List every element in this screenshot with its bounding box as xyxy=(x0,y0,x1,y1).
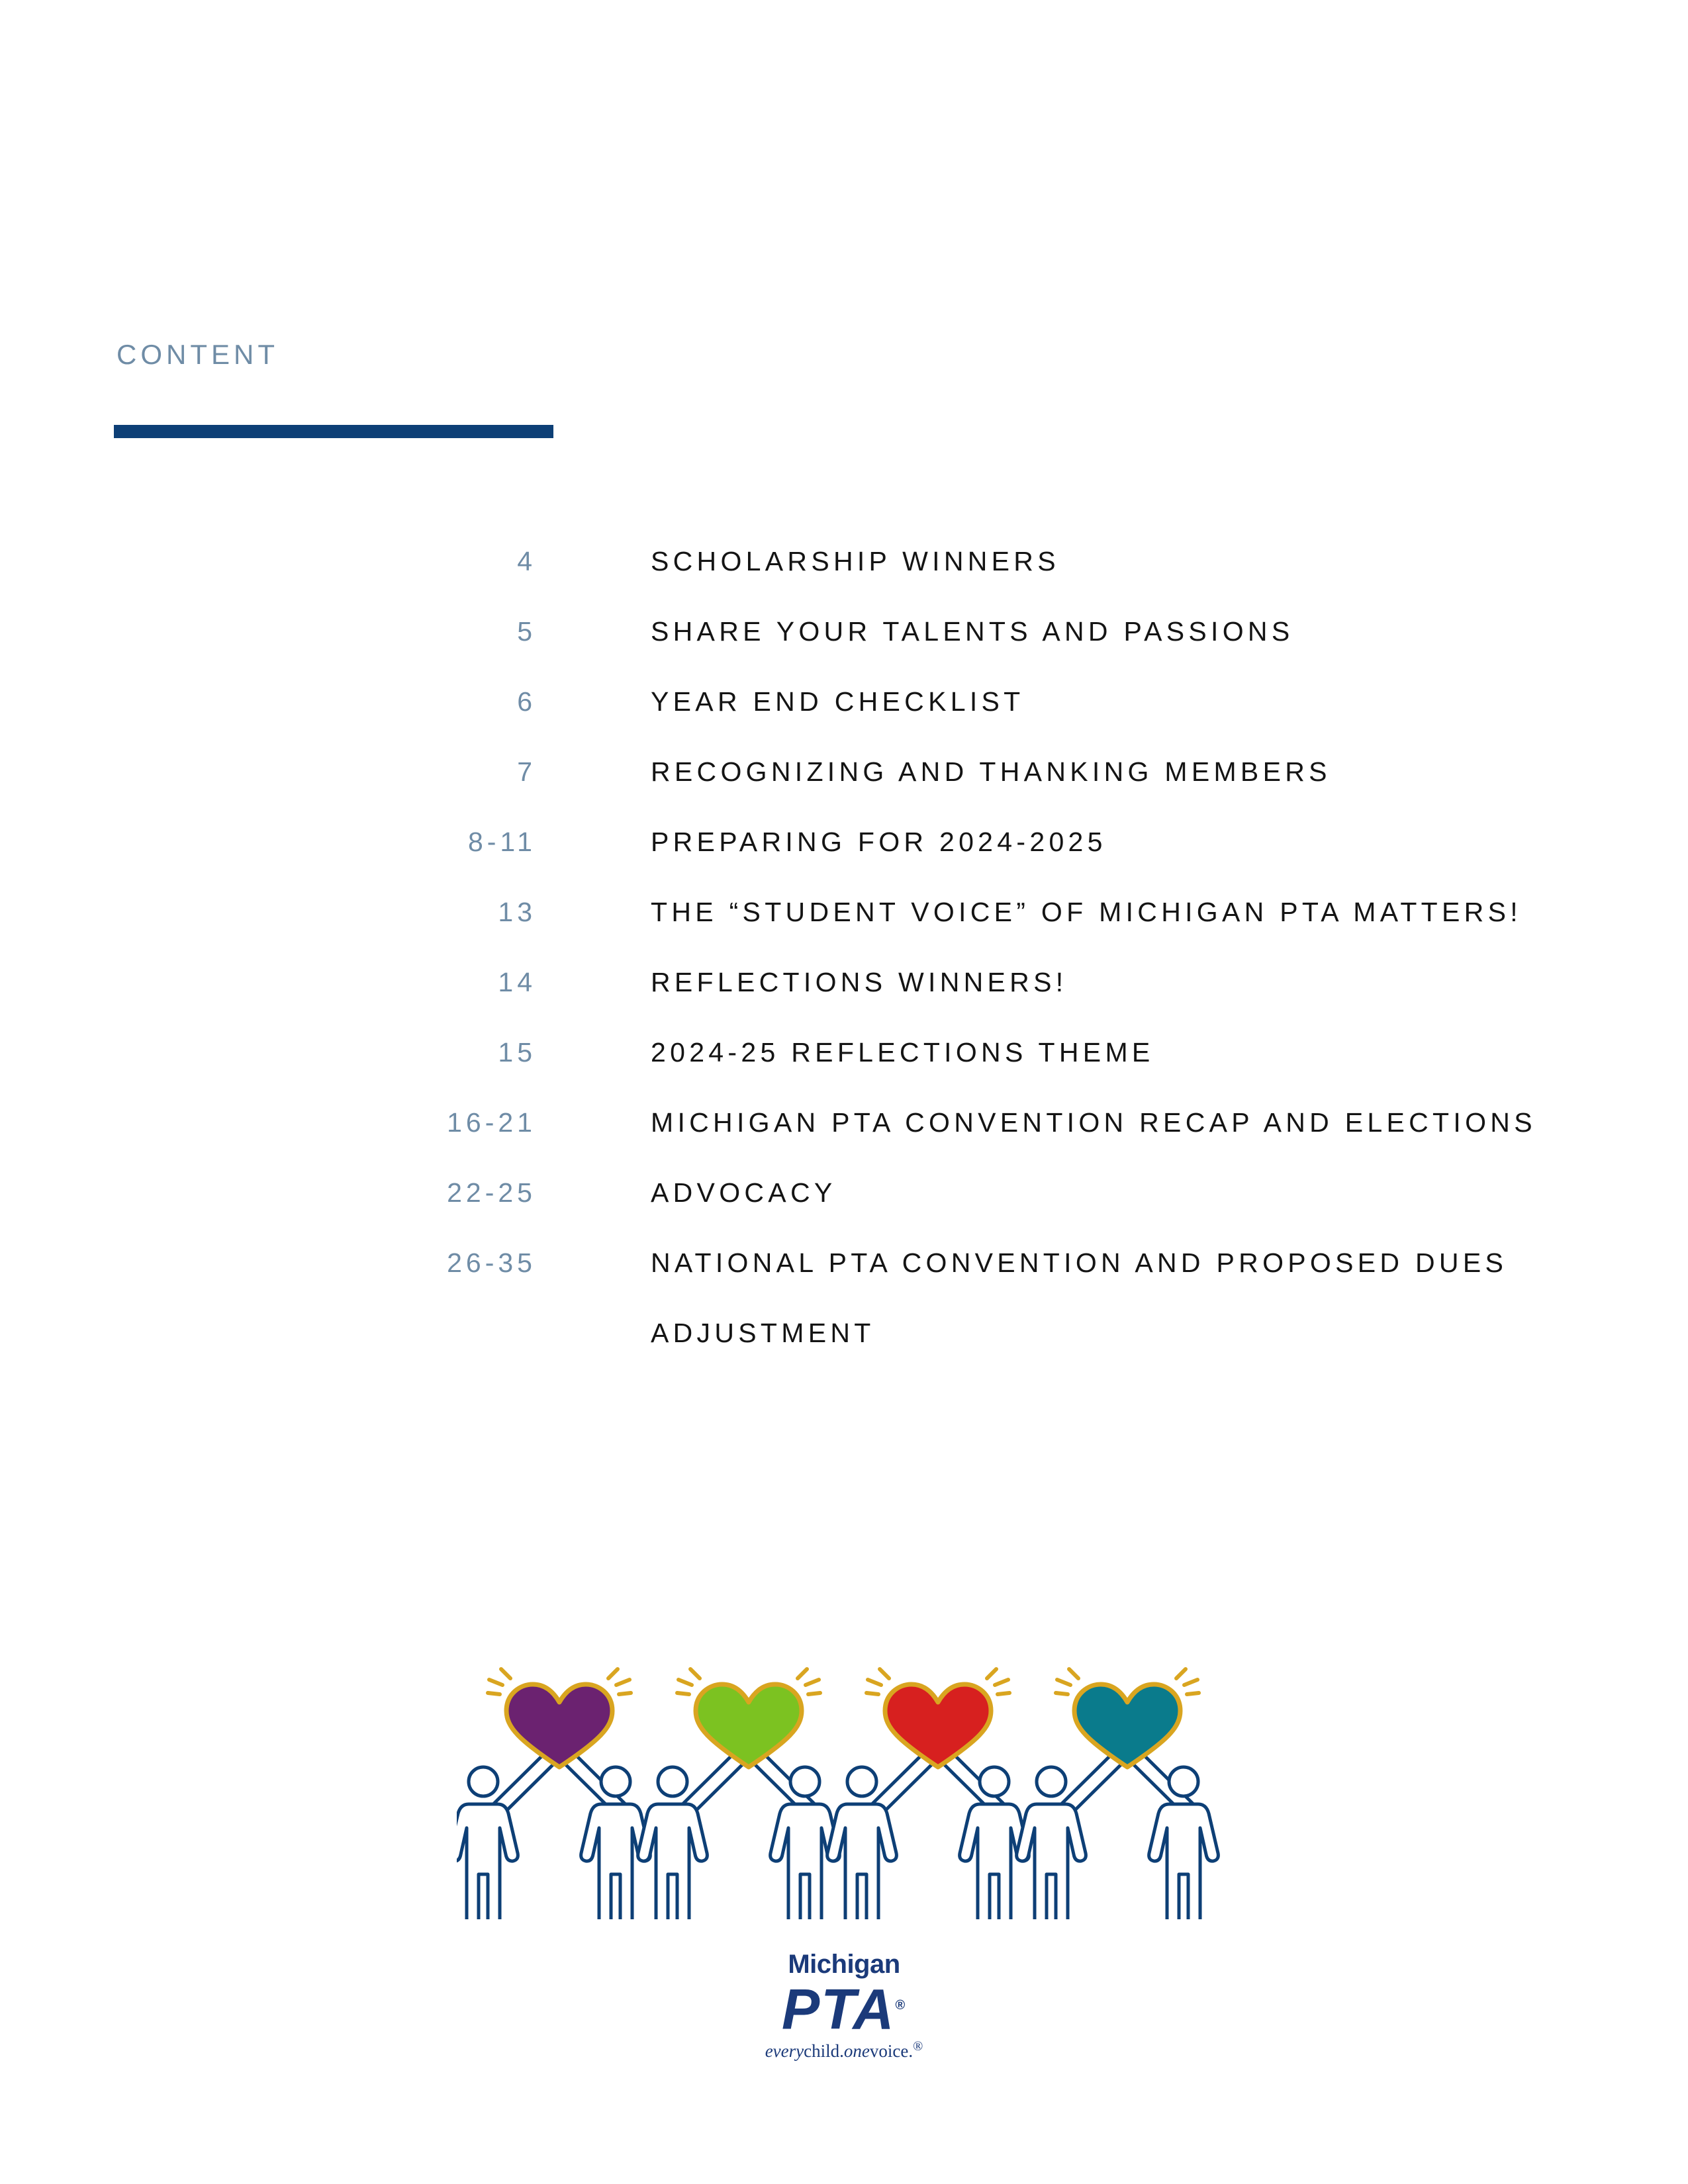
logo-registered-mark: ® xyxy=(895,1998,907,2013)
toc-entry[interactable] xyxy=(0,541,1688,612)
sparkle-icon xyxy=(1056,1669,1199,1694)
toc-title: ADJUSTMENT xyxy=(651,1318,875,1348)
toc-page-number: 4 xyxy=(517,546,536,576)
logo-pta-text xyxy=(728,1978,960,2042)
toc-page-number: 8-11 xyxy=(467,827,536,857)
tagline-every: every xyxy=(765,2040,804,2061)
table-of-contents xyxy=(0,541,1688,1383)
logo-pta-letters: PTA xyxy=(781,1978,896,2042)
heart-group-purple xyxy=(457,1669,650,1919)
logo-michigan-text: Michigan xyxy=(788,1950,900,1979)
toc-entry[interactable] xyxy=(0,892,1688,962)
toc-title: PREPARING FOR 2024-2025 xyxy=(651,827,1107,857)
toc-entry-continuation[interactable] xyxy=(0,1313,1688,1383)
heart-icon xyxy=(1074,1684,1180,1767)
toc-entry[interactable] xyxy=(0,1173,1688,1243)
heart-group-red xyxy=(827,1669,1029,1919)
toc-title: RECOGNIZING AND THANKING MEMBERS xyxy=(651,756,1331,787)
toc-title: REFLECTIONS WINNERS! xyxy=(651,967,1068,997)
tagline-registered-mark: ® xyxy=(913,2038,923,2054)
toc-page-number: 5 xyxy=(517,616,536,647)
toc-heading: CONTENT xyxy=(117,339,279,370)
toc-title: THE “STUDENT VOICE” OF MICHIGAN PTA MATTERS! xyxy=(651,897,1522,927)
sparkle-icon xyxy=(488,1669,631,1694)
toc-title: NATIONAL PTA CONVENTION AND PROPOSED DUES xyxy=(651,1248,1508,1278)
heart-icon xyxy=(506,1684,612,1767)
toc-entry[interactable] xyxy=(0,822,1688,892)
heart-icon xyxy=(696,1684,802,1767)
toc-entry[interactable] xyxy=(0,962,1688,1032)
toc-entry[interactable] xyxy=(0,682,1688,752)
heart-icon xyxy=(885,1684,991,1767)
toc-page-number: 16-21 xyxy=(447,1107,536,1138)
heart-group-teal xyxy=(1017,1669,1219,1919)
toc-page-number: 15 xyxy=(498,1037,536,1068)
tagline-one: one xyxy=(843,2040,870,2061)
sparkle-icon xyxy=(867,1669,1009,1694)
toc-page-number: 6 xyxy=(517,686,536,717)
michigan-pta-logo xyxy=(728,1949,960,2062)
toc-entry[interactable] xyxy=(0,1103,1688,1173)
toc-entry[interactable] xyxy=(0,752,1688,822)
tagline-voice: voice. xyxy=(869,2040,914,2061)
toc-title: SCHOLARSHIP WINNERS xyxy=(651,546,1060,576)
tagline-child: child. xyxy=(804,2040,844,2061)
heart-group-green xyxy=(638,1669,840,1919)
toc-page-number: 26-35 xyxy=(447,1248,536,1278)
toc-title: YEAR END CHECKLIST xyxy=(651,686,1025,717)
toc-page-number: 14 xyxy=(498,967,536,997)
toc-title: MICHIGAN PTA CONVENTION RECAP AND ELECTIONS xyxy=(651,1107,1536,1138)
toc-page-number: 22-25 xyxy=(447,1177,536,1208)
toc-entry[interactable] xyxy=(0,1032,1688,1103)
toc-title: SHARE YOUR TALENTS AND PASSIONS xyxy=(651,616,1294,647)
heading-rule xyxy=(114,425,553,438)
toc-page-number: 13 xyxy=(498,897,536,927)
toc-page-number: 7 xyxy=(517,756,536,787)
logo-tagline xyxy=(728,2036,960,2062)
hearts-people-illustration xyxy=(457,1655,1231,1919)
toc-title: 2024-25 REFLECTIONS THEME xyxy=(651,1037,1154,1068)
toc-entry[interactable] xyxy=(0,612,1688,682)
toc-title: ADVOCACY xyxy=(651,1177,837,1208)
toc-entry[interactable] xyxy=(0,1243,1688,1313)
sparkle-icon xyxy=(677,1669,820,1694)
